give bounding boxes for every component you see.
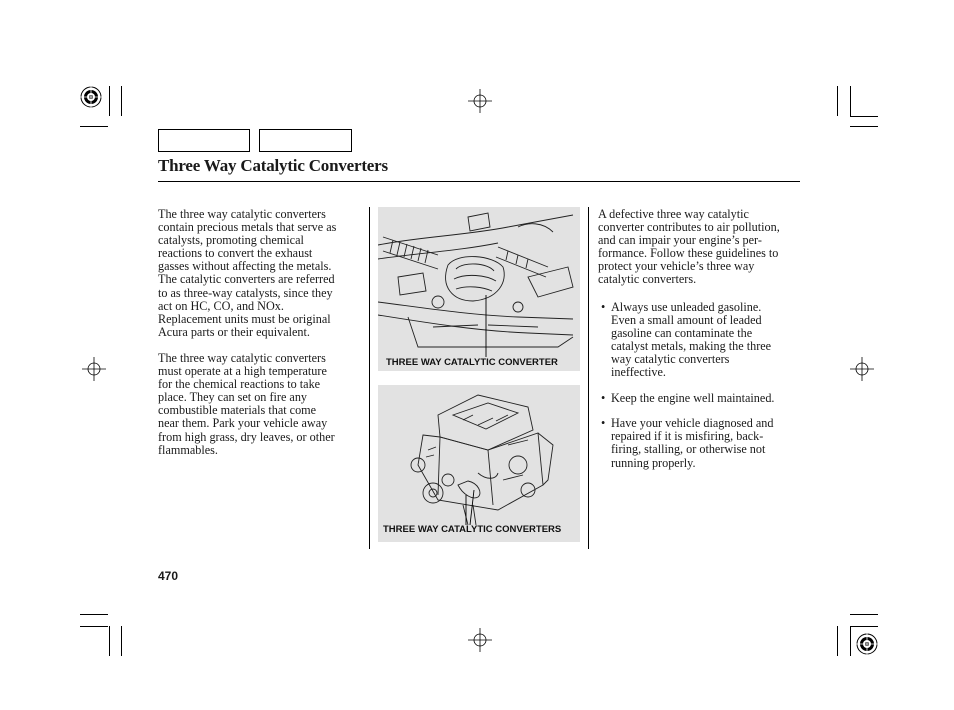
list-item <box>598 392 804 405</box>
engine-illustration <box>378 385 580 542</box>
list-item-text: Always use unleaded gasoline. Even a small amount of leaded gasoline can contaminate the catalyst metals, making the three way catalytic converters ineffective. <box>611 299 772 380</box>
paragraph: The three way catalytic converters must operate at a high temperature for the chemical reactions to take place. They can set on fire any combustible materials that come near them. Park your vehicle away from high grass, dry leaves, or other flammables. <box>158 350 335 457</box>
crop-mark <box>837 86 838 116</box>
registration-target-icon <box>856 633 878 655</box>
left-column <box>158 208 364 470</box>
crosshair-icon <box>468 89 492 113</box>
header-tab-1 <box>158 129 250 152</box>
figure-engine <box>378 385 580 542</box>
bullet-icon: • <box>601 299 606 314</box>
guideline-list <box>598 301 804 470</box>
list-item <box>598 301 804 380</box>
crop-mark <box>121 86 122 116</box>
figure-caption: THREE WAY CATALYTIC CONVERTERS <box>383 524 562 535</box>
crop-mark <box>109 626 110 656</box>
registration-target-icon <box>80 86 102 108</box>
column-divider <box>588 207 589 549</box>
bullet-icon: • <box>601 416 606 431</box>
crop-mark <box>109 86 110 116</box>
crosshair-icon <box>850 357 874 381</box>
crop-mark <box>850 614 878 615</box>
crosshair-icon <box>82 357 106 381</box>
header-tab-2 <box>259 129 352 152</box>
title-rule <box>158 181 800 182</box>
page-title: Three Way Catalytic Converters <box>158 156 388 175</box>
figure-catalytic-converter <box>378 207 580 371</box>
crop-mark <box>837 626 838 656</box>
crop-mark <box>80 126 108 127</box>
crop-mark <box>80 614 108 615</box>
figure-caption: THREE WAY CATALYTIC CONVERTER <box>386 357 558 368</box>
crop-mark <box>80 626 108 627</box>
right-column <box>598 208 804 482</box>
intro-paragraph: A defective three way catalytic converter contributes to air pollution, and can impair your engine’s per- formance. Follow these guidelines to protect your vehicle’s three way catalytic converters. <box>598 207 780 287</box>
bullet-icon: • <box>601 390 606 405</box>
list-item <box>598 417 804 469</box>
crop-mark <box>850 116 878 117</box>
crop-mark <box>850 626 878 627</box>
crop-mark <box>121 626 122 656</box>
catalytic-converter-illustration <box>378 207 580 371</box>
column-divider <box>369 207 370 549</box>
crop-mark <box>850 86 851 116</box>
list-item-text: Have your vehicle diagnosed and repaired if it is misfiring, back- firing, stalling, or otherwise not running properly. <box>611 416 774 470</box>
crop-mark <box>850 126 878 127</box>
list-item-text: Keep the engine well maintained. <box>611 390 775 405</box>
crosshair-icon <box>468 628 492 652</box>
page-number: 470 <box>158 569 179 583</box>
paragraph: The three way catalytic converters contain precious metals that serve as catalysts, promoting chemical reactions to convert the exhaust gasses without affecting the metals. The catalytic converters are referred to as three-way catalysts, since they act on HC, CO, and NOx. Replacement units must be original Acura parts or their equivalent. <box>158 207 337 339</box>
crop-mark <box>850 626 851 656</box>
